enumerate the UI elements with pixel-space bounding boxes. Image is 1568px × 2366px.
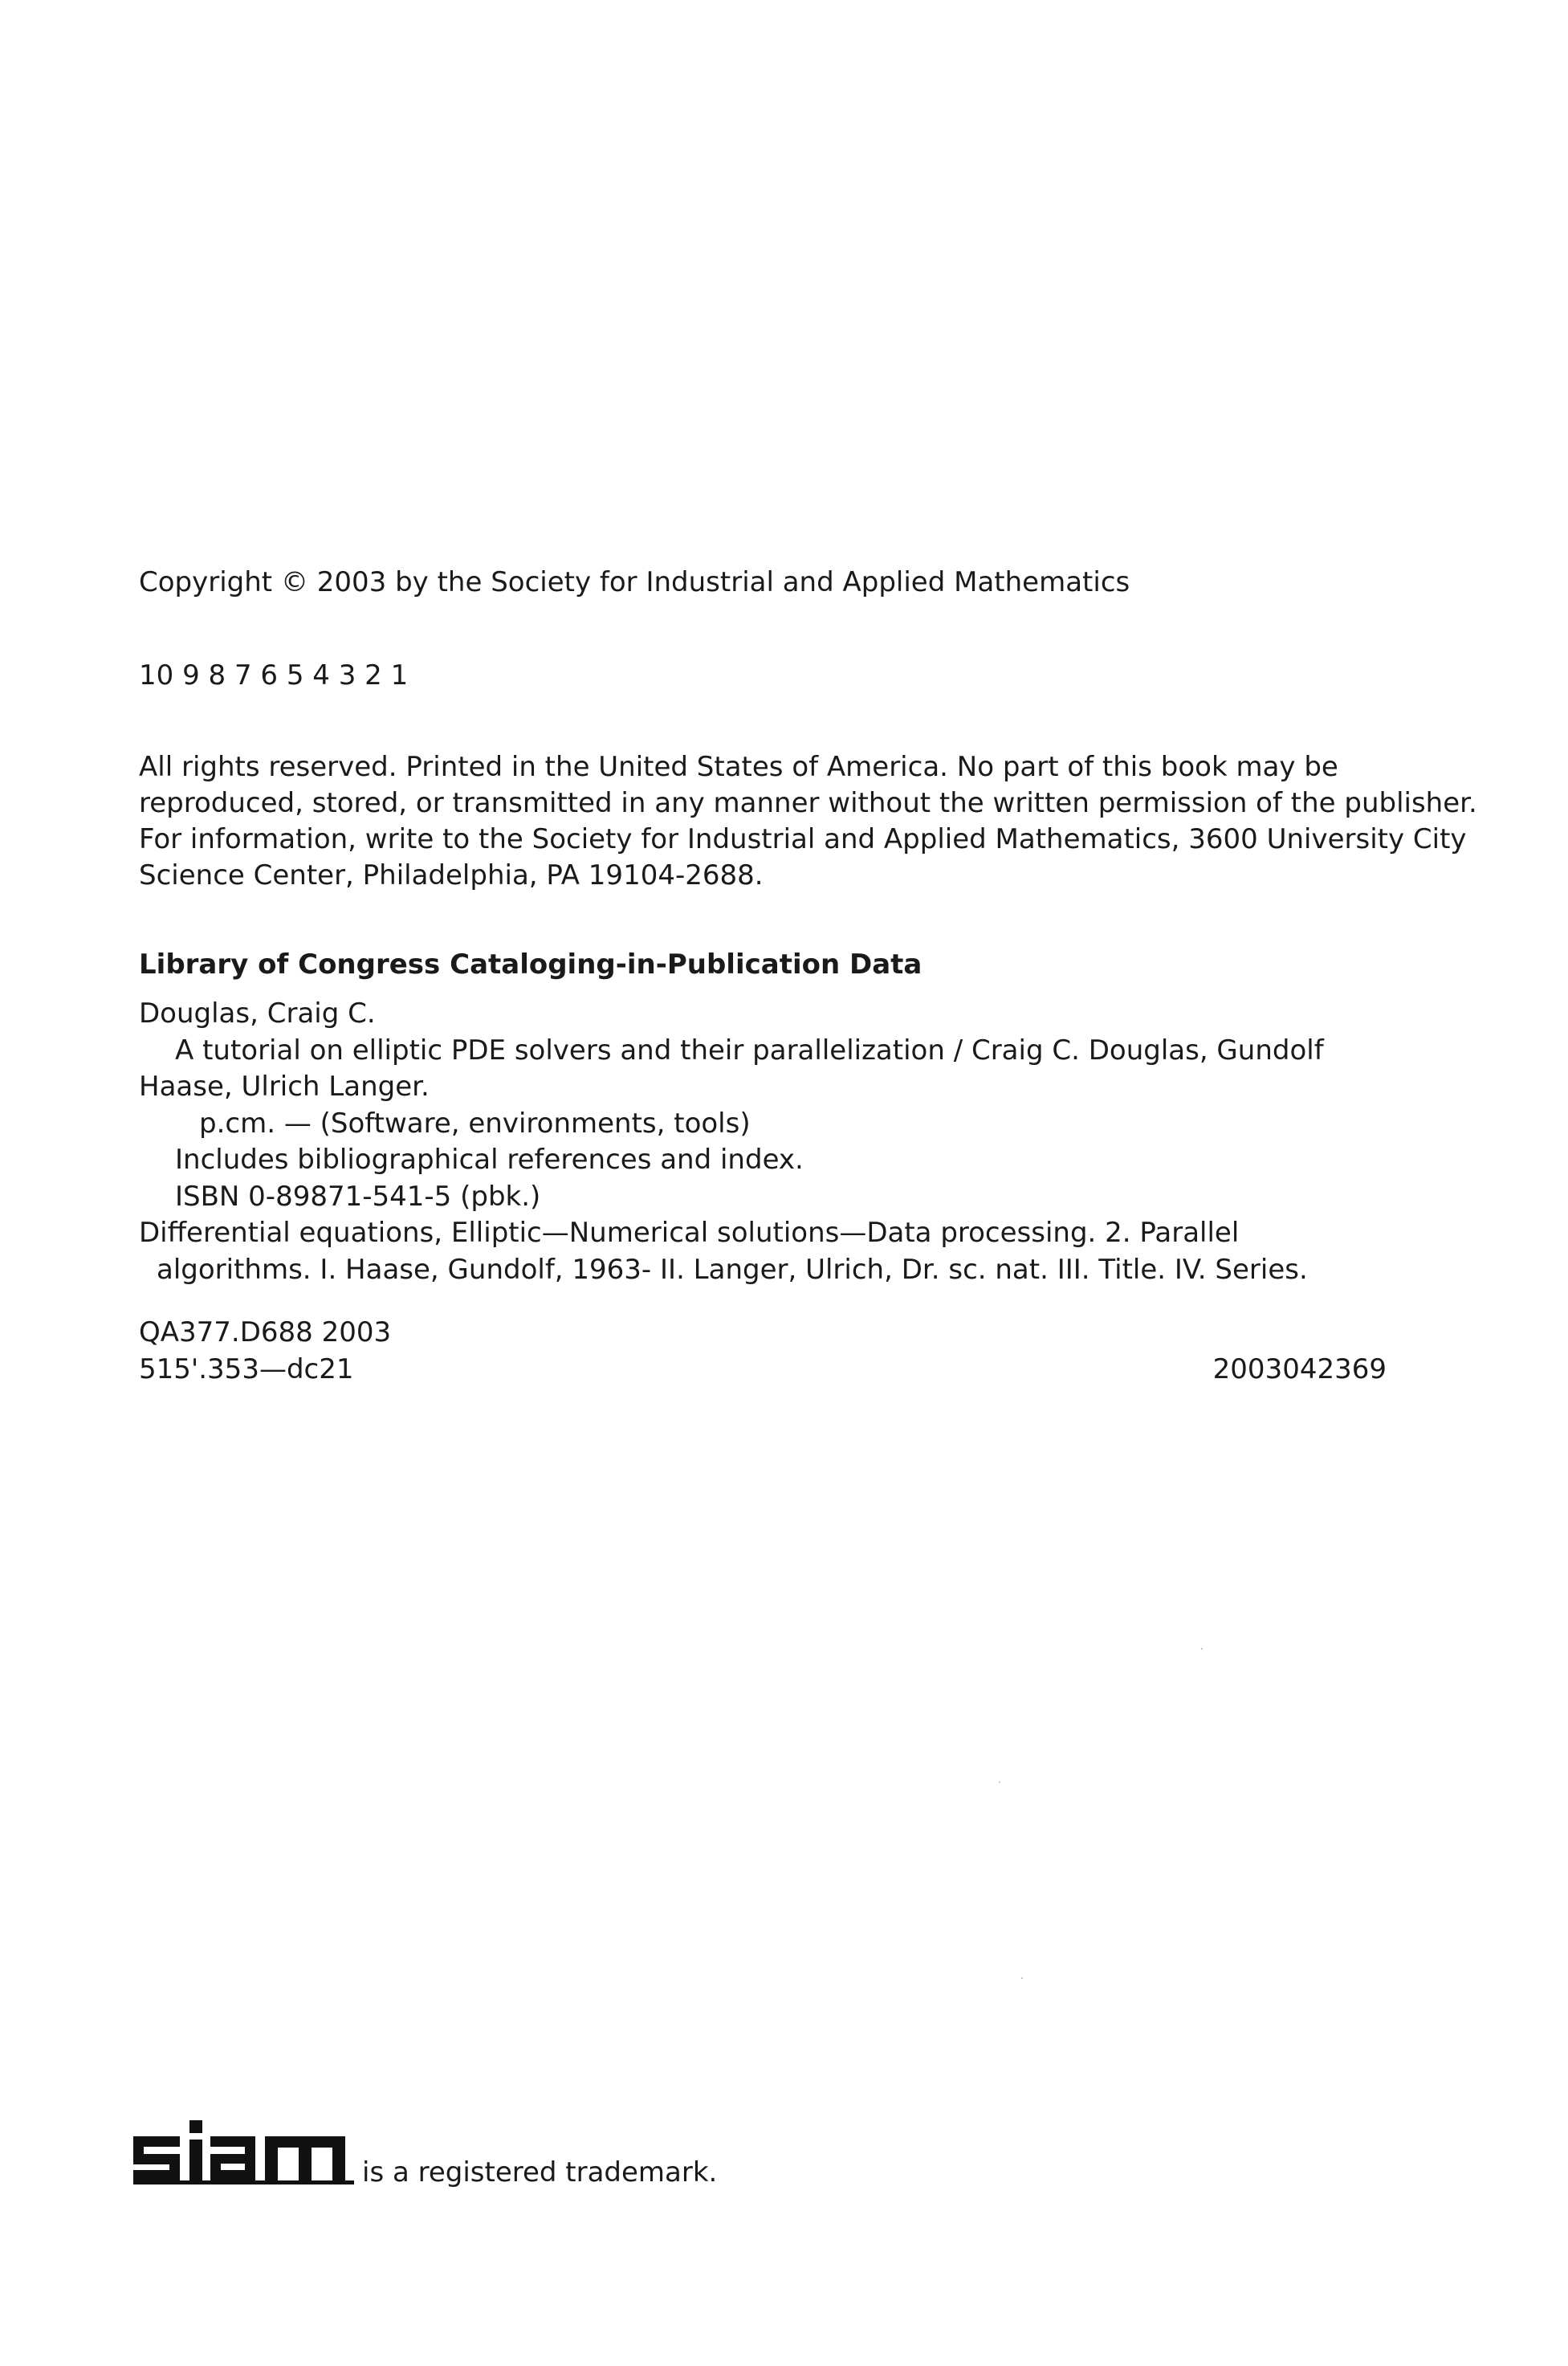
rights-line: reproduced, stored, or transmitted in any manner without the written permission of the publisher. (139, 787, 1477, 819)
cip-line: p.cm. — (Software, environments, tools) (199, 1107, 751, 1140)
cip-line: Includes bibliographical references and index. (175, 1144, 804, 1176)
scan-speck (1021, 1977, 1023, 1979)
rights-line: All rights reserved. Printed in the United States of America. No part of this book may be (139, 751, 1338, 783)
siam-logo (133, 2101, 354, 2184)
copyright-line: Copyright © 2003 by the Society for Industrial and Applied Mathematics (139, 566, 1130, 598)
cip-line: Haase, Ulrich Langer. (139, 1071, 430, 1103)
rights-line: Science Center, Philadelphia, PA 19104-2688. (139, 859, 764, 891)
trademark-row (133, 2096, 718, 2189)
cip-heading: Library of Congress Cataloging-in-Publication Data (139, 948, 922, 981)
call-number: QA377.D688 2003 (139, 1316, 392, 1348)
rights-line: For information, write to the Society for Industrial and Applied Mathematics, 3600 University City (139, 823, 1467, 855)
cip-block (139, 996, 1324, 1288)
cip-line: ISBN 0-89871-541-5 (pbk.) (175, 1180, 541, 1213)
cip-line: A tutorial on elliptic PDE solvers and their parallelization / Craig C. Douglas, Gundolf (175, 1034, 1324, 1067)
cip-line: Douglas, Craig C. (139, 997, 376, 1030)
lccn: 2003042369 (1212, 1353, 1387, 1385)
scan-speck (999, 1781, 1000, 1783)
rights-paragraph (139, 749, 1477, 894)
scan-speck (1201, 1648, 1203, 1650)
trademark-text: is a registered trademark. (362, 2156, 718, 2189)
cip-line: Differential equations, Elliptic—Numerical solutions—Data processing. 2. Parallel (139, 1217, 1240, 1249)
dewey-number: 515'.353—dc21 (139, 1353, 354, 1385)
printing-line: 10 9 8 7 6 5 4 3 2 1 (139, 659, 409, 691)
cip-line: algorithms. I. Haase, Gundolf, 1963- II. Langer, Ulrich, Dr. sc. nat. III. Title. IV. Series. (157, 1253, 1308, 1286)
